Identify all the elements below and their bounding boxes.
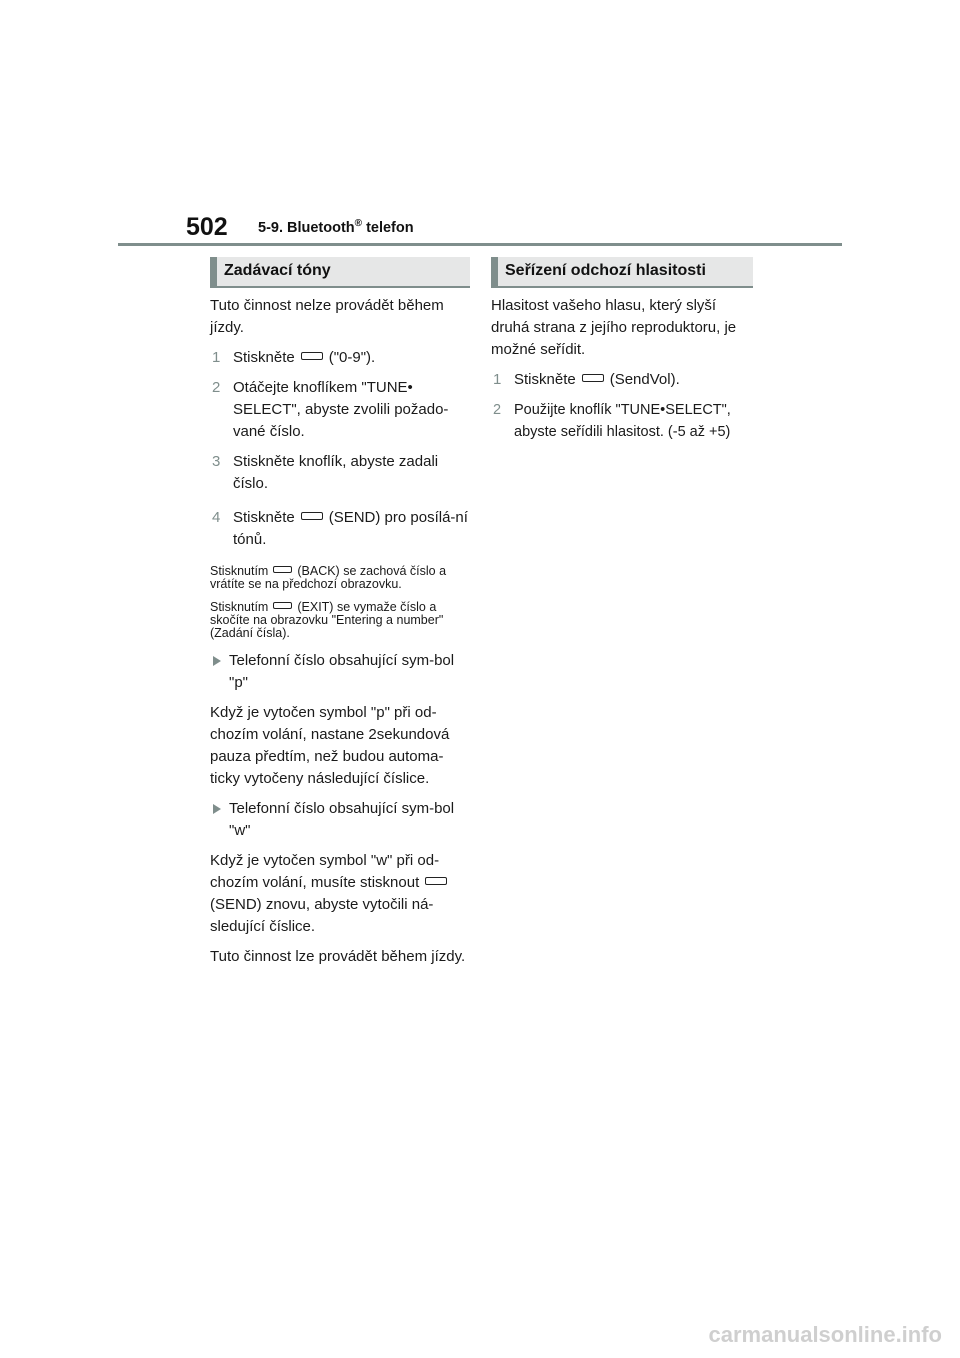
step-number: 1 [212, 349, 221, 366]
step-text: Stiskněte [514, 371, 576, 388]
step-number: 2 [493, 402, 502, 418]
screen-button-icon [301, 512, 323, 520]
bullet-text: Telefonní číslo obsahující sym-bol "p" [229, 652, 455, 691]
paragraph-text: Když je vytočen symbol "w" při od-chozím volání, musíte stisknout [210, 852, 440, 891]
step-text: Otáčejte knoflíkem "TUNE• SELECT", abyste zvolili požado-vané číslo. [233, 379, 449, 440]
section-heading-volume: Seřízení odchozí hlasitosti [491, 257, 753, 288]
triangle-bullet-icon [213, 804, 221, 814]
outro-paragraph: Tuto činnost lze provádět během jízdy. [210, 948, 466, 965]
note-back [210, 565, 470, 591]
paragraph-symbol-w [210, 850, 470, 938]
screen-button-icon [425, 877, 447, 885]
watermark: carmanualsonline.info [708, 1322, 942, 1347]
step-3 [210, 451, 470, 495]
step-2 [491, 399, 753, 443]
note-text: (EXIT) se vymaže číslo a skočíte na obrazovku "Entering a number" (Zadání čísla). [210, 600, 444, 640]
intro-paragraph: Tuto činnost nelze provádět během jízdy. [210, 297, 444, 336]
step-number: 4 [212, 509, 221, 526]
step-number: 3 [212, 453, 221, 470]
note-exit [210, 601, 470, 640]
bullet-symbol-p [210, 650, 470, 694]
step-text: ("0-9"). [328, 349, 376, 366]
registered-mark: ® [354, 218, 363, 229]
bullet-symbol-w [210, 798, 470, 842]
note-text: (BACK) se zachová číslo a vrátíte se na předchozí obrazovku. [210, 564, 447, 591]
paragraph-text: (SEND) znovu, abyste vytočili ná-sledující číslice. [210, 896, 434, 935]
paragraph-symbol-p: Když je vytočen symbol "p" při od-chozím volání, nastane 2sekundová pauza předtím, než budou automa-ticky vytočeny následující číslice. [210, 704, 450, 787]
intro-paragraph: Hlasitost vašeho hlasu, který slyší druhá strana z jejího reproduktoru, je možné seřídit. [491, 297, 737, 358]
step-text: Stiskněte [233, 349, 295, 366]
step-number: 1 [493, 371, 502, 388]
section-suffix: telefon [362, 219, 414, 236]
header-rule [118, 243, 842, 246]
bullet-text: Telefonní číslo obsahující sym-bol "w" [229, 800, 455, 839]
step-2 [210, 377, 470, 443]
step-1 [491, 369, 753, 391]
screen-button-icon [582, 374, 604, 382]
right-column [491, 257, 753, 451]
section-prefix: 5-9. Bluetooth [258, 219, 355, 236]
screen-button-icon [273, 602, 292, 609]
screen-button-icon [301, 352, 323, 360]
section-heading-tones: Zadávací tóny [210, 257, 470, 288]
step-text: (SendVol). [609, 371, 680, 388]
step-text: Stiskněte knoflík, abyste zadali číslo. [233, 453, 439, 492]
note-text: Stisknutím [210, 600, 269, 614]
note-text: Stisknutím [210, 564, 269, 578]
screen-button-icon [273, 566, 292, 573]
step-number: 2 [212, 379, 221, 396]
step-text: Stiskněte [233, 509, 295, 526]
section-title [258, 218, 414, 236]
step-text: (SEND) pro posílá-ní tónů. [233, 509, 468, 548]
left-column [210, 257, 470, 976]
page-number: 502 [186, 213, 228, 241]
step-4 [210, 507, 470, 551]
step-text: Použijte knoflík "TUNE•SELECT", abyste seřídili hlasitost. (-5 až +5) [514, 402, 731, 440]
triangle-bullet-icon [213, 656, 221, 666]
step-1 [210, 347, 470, 369]
